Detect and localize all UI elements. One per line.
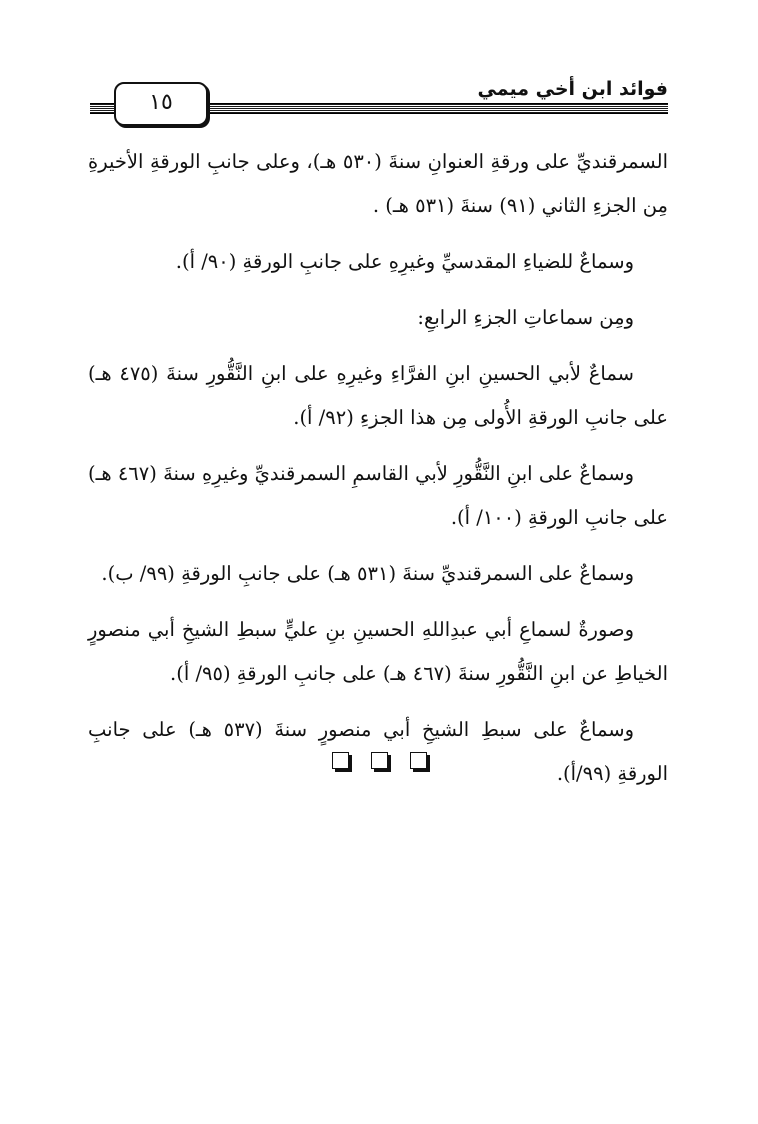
paragraph-2: وسماعٌ للضياءِ المقدسيِّ وغيرِهِ على جانبِ الورقةِ (٩٠/ أ). [175, 250, 634, 273]
paragraph-4: سماعٌ لأبي الحسينِ ابنِ الفرَّاءِ وغيرِهِ على ابنِ النَّقُّورِ سنةَ (٤٧٥ هـ) على جانبِ الورقةِ الأُولى مِن هذا الجزءِ (٩٢/ أ). [88, 362, 668, 429]
body-text [88, 140, 668, 808]
running-title: فوائد ابن أخي ميمي [477, 78, 668, 100]
section-end-ornament [0, 752, 758, 776]
paragraph-5: وسماعٌ على ابنِ النَّقُّورِ لأبي القاسمِ السمرقنديِّ وغيرِهِ سنةَ (٤٦٧ هـ) على جانبِ الورقةِ (١٠٠/ أ). [88, 462, 668, 529]
square-box-icon [410, 752, 427, 769]
square-box-icon [371, 752, 388, 769]
page-header [90, 76, 668, 124]
paragraph-7: وصورةٌ لسماعِ أبي عبدِاللهِ الحسينِ بنِ عليٍّ سبطِ الشيخِ أبي منصورٍ الخياطِ عن ابنِ النَّقُّورِ سنةَ (٤٦٧ هـ) على جانبِ الورقةِ (٩٥/ أ). [88, 618, 668, 685]
paragraph-8: وسماعٌ على سبطِ الشيخِ أبي منصورٍ سنةَ (٥٣٧ هـ) على جانبِ الورقةِ (٩٩/أ). [88, 718, 668, 785]
paragraph-3: ومِن سماعاتِ الجزءِ الرابعِ: [417, 306, 634, 329]
square-box-icon [332, 752, 349, 769]
paragraph-1: السمرقنديِّ على ورقةِ العنوانِ سنةَ (٥٣٠ هـ)، وعلى جانبِ الورقةِ الأخيرةِ مِن الجزءِ الثاني (٩١) سنةَ (٥٣١ هـ) . [88, 150, 668, 217]
paragraph-6: وسماعٌ على السمرقنديِّ سنةَ (٥٣١ هـ) على جانبِ الورقةِ (٩٩/ ب). [101, 562, 634, 585]
page-number: ١٥ [114, 82, 208, 126]
